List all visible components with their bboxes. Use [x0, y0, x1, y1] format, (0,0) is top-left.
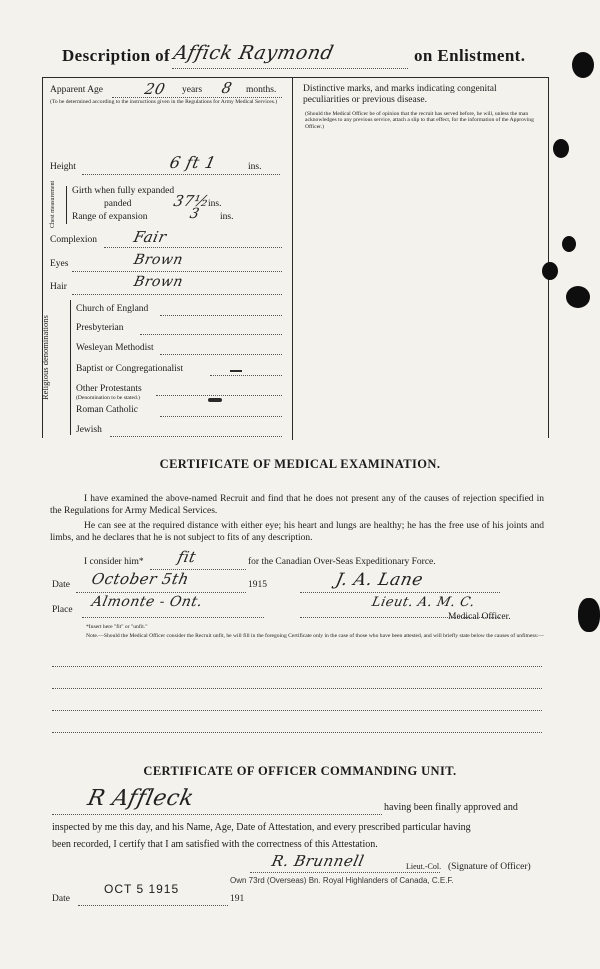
religion-ink-mark	[208, 398, 222, 402]
medical-para1: I have examined the above-named Recruit and find that he does not present any of the causes of rejection specified in the Regulations for Army Medical Services.	[50, 494, 544, 516]
height-label: Height	[50, 162, 76, 172]
medical-place-value: Almonte - Ont.	[90, 594, 205, 610]
officer-line2: inspected by me this day, and his Name, Age, Date of Attestation, and every prescribed particular having	[52, 822, 471, 833]
religion-church-of-england: Church of England	[76, 304, 149, 314]
medical-para2: He can see at the required distance with either eye; his heart and lungs are healthy; he has the free use of his joints and limbs, and he declares that he is not subject to fits of any description.	[50, 521, 544, 543]
age-years-label: years	[182, 85, 203, 95]
punch-hole-3	[562, 236, 576, 252]
consider-prefix: I consider him*	[84, 557, 144, 567]
officer-title: CERTIFICATE OF OFFICER COMMANDING UNIT.	[143, 764, 457, 778]
religion-bracket	[70, 300, 71, 435]
insert-note: *Insert here "fit" or "unfit."	[86, 624, 148, 630]
medical-officer-dotline	[300, 592, 500, 593]
religion-other-protestants: Other Protestants	[76, 384, 142, 394]
consider-suffix: for the Canadian Over-Seas Expeditionary Force.	[248, 557, 436, 567]
medical-date-dotline	[76, 592, 246, 593]
complexion-label: Complexion	[50, 235, 97, 245]
note-text: Note.—Should the Medical Officer consider the Recruit unfit, he will fill in the foregoing Certificate only in the case of those who have been attested, and will briefly state below the causes of unfitness:—	[86, 633, 544, 639]
medical-place-dotline	[82, 617, 264, 618]
officer-line1-suffix: having been finally approved and	[384, 802, 518, 813]
religion-dotline-1	[160, 315, 282, 316]
chest-range-value: 3	[188, 206, 202, 222]
unfitness-line-1	[52, 666, 542, 667]
header-rule	[42, 77, 549, 78]
chest-girth-label-2: panded	[104, 199, 132, 209]
cmd-officer-signature: R. Brunnell	[270, 852, 366, 870]
chest-girth-value: 37½	[172, 192, 212, 210]
heading-name: Affick Raymond	[171, 42, 336, 64]
punch-hole-5	[566, 286, 590, 308]
hair-dotline	[72, 294, 282, 295]
medical-title: CERTIFICATE OF MEDICAL EXAMINATION.	[159, 457, 441, 471]
punch-hole-6	[578, 598, 600, 632]
chest-range-label: Range of expansion	[72, 212, 148, 222]
heading-dotline	[172, 68, 408, 69]
hair-value: Brown	[132, 274, 185, 290]
religion-presbyterian: Presbyterian	[76, 323, 124, 333]
religion-dotline-3	[160, 354, 282, 355]
middle-divider	[292, 78, 293, 440]
distinctive-label: Distinctive marks, and marks indicating congenital peculiarities or previous disease.	[303, 84, 497, 105]
chest-girth-label: Girth when fully expanded	[72, 186, 175, 196]
age-note: (To be determined according to the instructions given in the Regulations for Army Medical Services.)	[50, 99, 278, 105]
height-value: 6 ft 1	[167, 153, 218, 172]
religion-dotline-6	[160, 416, 282, 417]
complexion-value: Fair	[132, 228, 169, 246]
unfitness-line-3	[52, 710, 542, 711]
officer-recruit-signature: R Affleck	[85, 786, 197, 811]
religion-dotline-7	[110, 436, 282, 437]
religion-methodist: Wesleyan Methodist	[76, 343, 154, 353]
cmd-signature-dotline	[250, 872, 440, 873]
officer-line1-dotline	[52, 814, 382, 815]
hair-label: Hair	[50, 282, 67, 292]
heading-prefix: Description of	[62, 46, 171, 65]
heading-suffix: on Enlistment.	[414, 46, 526, 65]
distinctive-note: (Should the Medical Officer be of opinion that the recruit has served before, he will, unless the man acknowledges to any previous service, attach a slip to that effect, for the information of the Approving Officer.)	[305, 111, 534, 130]
religion-dotline-4	[210, 375, 282, 376]
age-months-value: 8	[220, 79, 234, 97]
chest-range-unit: ins.	[220, 212, 234, 222]
medical-date-label: Date	[52, 580, 70, 590]
officer-date-stamp: OCT 5 1915	[104, 882, 180, 896]
age-dotline	[112, 97, 282, 98]
complexion-dotline	[104, 247, 282, 248]
religion-denomination-note: (Denomination to be stated.)	[76, 395, 141, 401]
eyes-label: Eyes	[50, 259, 69, 269]
cmd-officer-rank: Lieut.-Col.	[406, 862, 442, 871]
religion-dotline-5	[156, 395, 282, 396]
unit-stamp: Own 73rd (Overseas) Bn. Royal Highlanders of Canada, C.E.F.	[230, 876, 454, 885]
medical-place-label: Place	[52, 605, 73, 615]
punch-hole-1	[572, 52, 594, 78]
unfitness-line-4	[52, 732, 542, 733]
signature-label: (Signature of Officer)	[448, 862, 531, 872]
consider-value: fit	[176, 548, 198, 566]
officer-date-dotline	[78, 905, 228, 906]
religion-baptist: Baptist or Congregationalist	[76, 364, 184, 374]
medical-officer-signature: J. A. Lane	[333, 570, 425, 590]
page-border-right	[548, 78, 549, 438]
medical-date-year: 1915	[248, 580, 267, 590]
height-dotline	[82, 174, 280, 175]
eyes-dotline	[72, 271, 282, 272]
religion-check-mark	[230, 370, 242, 372]
age-label: Apparent Age	[50, 85, 104, 95]
medical-officer-rank: Lieut. A. M. C.	[370, 595, 477, 610]
religion-roman-catholic: Roman Catholic	[76, 405, 139, 415]
chest-side-label: Chest measurement	[50, 180, 56, 228]
medical-date-value: October 5th	[90, 570, 191, 588]
officer-year-prefix: 191	[230, 894, 245, 904]
chest-girth-unit: ins.	[208, 199, 222, 209]
punch-hole-4	[542, 262, 558, 280]
unfitness-line-2	[52, 688, 542, 689]
age-months-label: months.	[246, 85, 277, 95]
officer-date-label: Date	[52, 894, 70, 904]
punch-hole-2	[553, 139, 569, 158]
height-inches-label: ins.	[248, 162, 262, 172]
religion-side-label: Religious denominations	[40, 315, 50, 400]
religion-jewish: Jewish	[76, 425, 102, 435]
chest-bracket	[66, 186, 67, 224]
medical-officer-title: Medical Officer.	[448, 612, 511, 622]
eyes-value: Brown	[132, 252, 185, 268]
officer-line3: been recorded, I certify that I am satisfied with the correctness of this Attestation.	[52, 839, 378, 850]
enlistment-heading	[62, 42, 542, 72]
religion-dotline-2	[140, 334, 282, 335]
age-years-value: 20	[143, 80, 168, 98]
